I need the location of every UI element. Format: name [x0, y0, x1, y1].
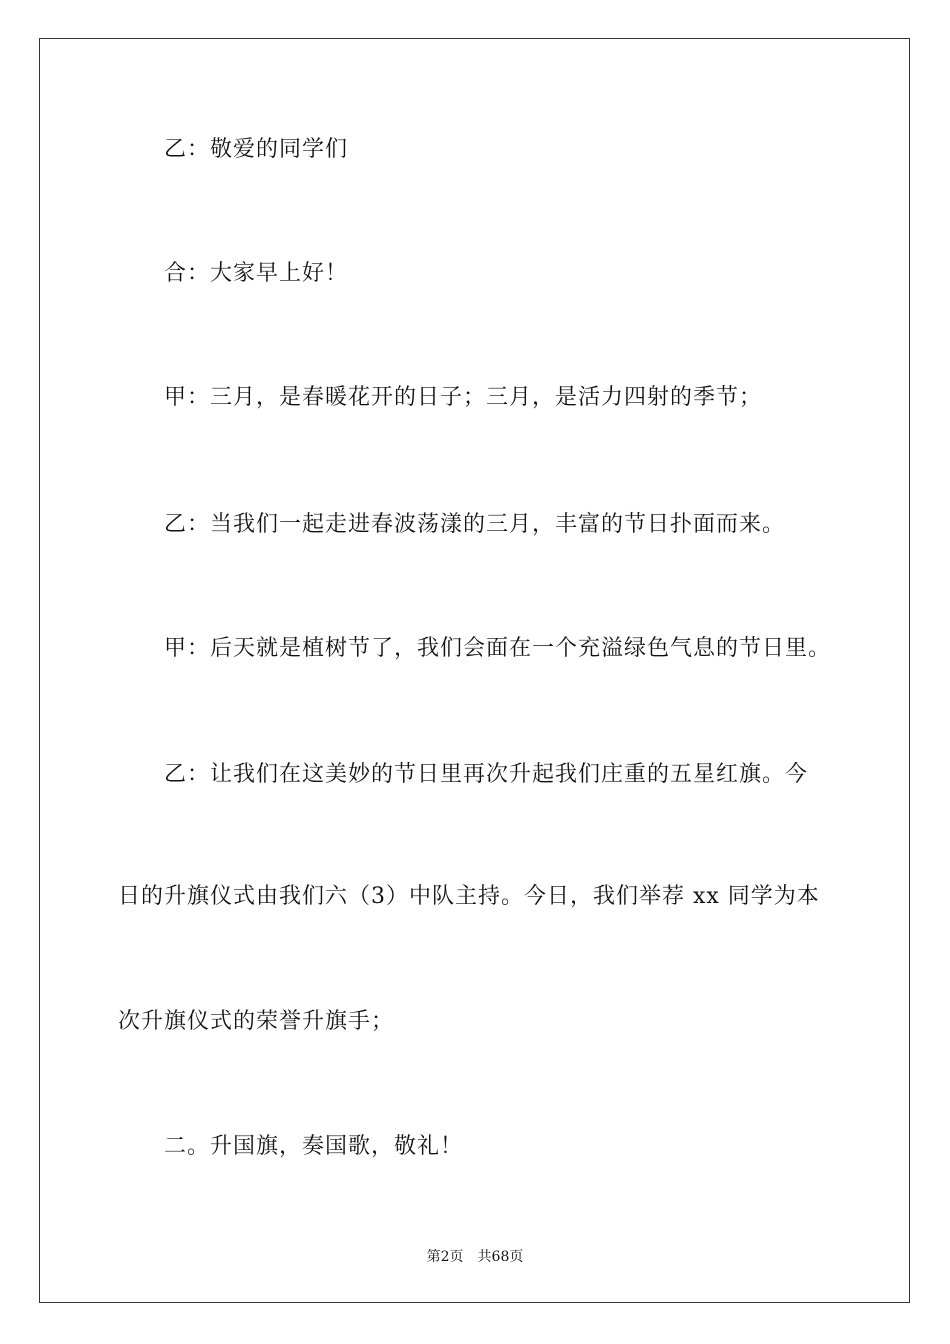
- text-line: 合：大家早上好！: [164, 261, 349, 286]
- text-line: 乙：敬爱的同学们: [164, 137, 349, 162]
- text-line: 次升旗仪式的荣誉升旗手；: [118, 1009, 395, 1034]
- text-line: 乙：让我们在这美妙的节日里再次升起我们庄重的五星红旗。今: [164, 762, 809, 787]
- page-number: 第2页: [426, 1249, 464, 1265]
- text-line: 乙：当我们一起走进春波荡漾的三月，丰富的节日扑面而来。: [164, 512, 786, 537]
- page-footer: [0, 1247, 950, 1267]
- text-line: 日的升旗仪式由我们六（3）中队主持。今日，我们举荐 xx 同学为本: [118, 884, 820, 909]
- page-border: [39, 38, 910, 1303]
- text-line: 甲：三月，是春暖花开的日子；三月，是活力四射的季节；: [164, 385, 763, 410]
- total-pages: 共68页: [477, 1249, 524, 1265]
- text-line: 二。升国旗，奏国歌，敬礼！: [164, 1134, 464, 1159]
- text-line: 甲：后天就是植树节了，我们会面在一个充溢绿色气息的节日里。: [164, 636, 832, 661]
